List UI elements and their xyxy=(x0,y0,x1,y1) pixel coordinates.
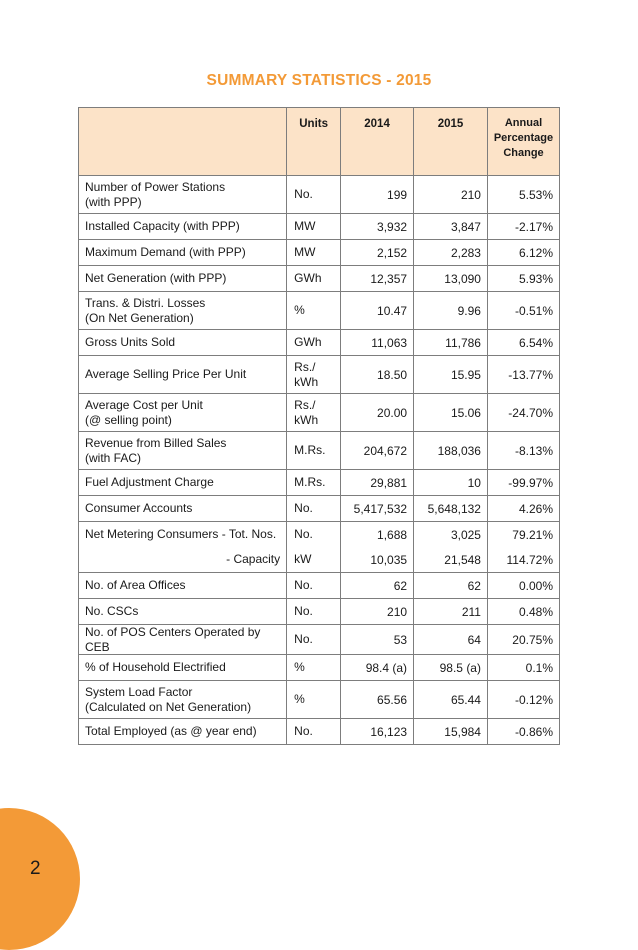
table-row xyxy=(79,625,560,655)
parameter-cell-line: Installed Capacity (with PPP) xyxy=(85,219,240,234)
header-annual-line: Change xyxy=(503,147,544,159)
value-2014-cell: 199 xyxy=(341,176,414,214)
parameter-cell-line: Net Metering Consumers - Tot. Nos. xyxy=(85,527,277,542)
value-2015-cell: 15.06 xyxy=(414,394,488,432)
unit-cell xyxy=(287,214,341,240)
parameter-cell xyxy=(79,356,287,394)
annual-change-cell: 114.72% xyxy=(487,547,559,573)
unit-cell xyxy=(287,655,341,681)
table-row xyxy=(79,176,560,214)
unit-cell xyxy=(287,547,341,573)
parameter-cell xyxy=(79,599,287,625)
annual-change-cell: -8.13% xyxy=(487,432,559,470)
value-2015-cell: 188,036 xyxy=(414,432,488,470)
unit-cell xyxy=(287,240,341,266)
annual-change-cell: 5.93% xyxy=(487,266,559,292)
annual-change-cell: 0.1% xyxy=(487,655,559,681)
table-row xyxy=(79,655,560,681)
value-2014-cell: 10.47 xyxy=(341,292,414,330)
value-2015-cell: 21,548 xyxy=(414,547,488,573)
table-row xyxy=(79,719,560,745)
unit-cell-line: % xyxy=(294,692,305,706)
value-2014-cell: 16,123 xyxy=(341,719,414,745)
parameter-cell xyxy=(79,266,287,292)
value-2014-cell: 1,688 xyxy=(341,522,414,548)
header-annual-line: Percentage xyxy=(493,132,554,144)
value-2014-cell: 98.4 (a) xyxy=(341,655,414,681)
value-2014-cell: 204,672 xyxy=(341,432,414,470)
value-2015-cell: 13,090 xyxy=(414,266,488,292)
unit-cell xyxy=(287,292,341,330)
unit-cell-line: % xyxy=(294,660,305,674)
parameter-cell-line: Trans. & Distri. Losses xyxy=(85,296,206,310)
value-2015-cell: 211 xyxy=(414,599,488,625)
value-2015-cell: 9.96 xyxy=(414,292,488,330)
parameter-cell-line: (On Net Generation) xyxy=(85,310,194,325)
page-number: 2 xyxy=(30,858,41,879)
unit-cell-line: kWh xyxy=(294,412,319,427)
parameter-cell xyxy=(79,432,287,470)
unit-cell xyxy=(287,356,341,394)
annual-change-cell: -2.17% xyxy=(487,214,559,240)
unit-cell xyxy=(287,522,341,548)
unit-cell xyxy=(287,719,341,745)
annual-change-cell: 0.00% xyxy=(487,573,559,599)
parameter-cell xyxy=(79,681,287,719)
annual-change-cell: -0.86% xyxy=(487,719,559,745)
unit-cell-line: Rs./ xyxy=(294,397,316,412)
header-2015: 2015 xyxy=(414,108,488,176)
value-2014-cell: 2,152 xyxy=(341,240,414,266)
value-2014-cell: 65.56 xyxy=(341,681,414,719)
annual-change-cell: -0.51% xyxy=(487,292,559,330)
unit-cell xyxy=(287,266,341,292)
parameter-cell-line: Maximum Demand (with PPP) xyxy=(85,245,246,260)
parameter-cell-line: - Capacity xyxy=(226,552,281,567)
parameter-cell xyxy=(79,240,287,266)
annual-change-cell: 20.75% xyxy=(487,625,559,655)
page-title: SUMMARY STATISTICS - 2015 xyxy=(206,72,432,89)
table-row xyxy=(79,214,560,240)
value-2015-cell: 10 xyxy=(414,470,488,496)
unit-cell xyxy=(287,496,341,522)
table-row xyxy=(79,496,560,522)
parameter-cell-line: % of Household Electrified xyxy=(85,660,226,675)
value-2015-cell: 5,648,132 xyxy=(414,496,488,522)
unit-cell-line: kWh xyxy=(294,374,319,389)
header-annual-line: Annual xyxy=(504,117,543,129)
unit-cell-line: No. xyxy=(294,724,313,738)
value-2015-cell: 65.44 xyxy=(414,681,488,719)
parameter-cell-line: (with FAC) xyxy=(85,450,142,465)
annual-change-cell: 5.53% xyxy=(487,176,559,214)
parameter-cell xyxy=(79,522,287,548)
parameter-cell xyxy=(79,292,287,330)
value-2015-cell: 15,984 xyxy=(414,719,488,745)
table-row xyxy=(79,240,560,266)
annual-change-cell: -0.12% xyxy=(487,681,559,719)
parameter-cell xyxy=(79,394,287,432)
table-row xyxy=(79,547,560,573)
table-row xyxy=(79,292,560,330)
unit-cell xyxy=(287,394,341,432)
table-row xyxy=(79,356,560,394)
unit-cell-line: No. xyxy=(294,501,313,515)
header-units: Units xyxy=(287,108,341,176)
table-row xyxy=(79,394,560,432)
parameter-cell-line: Total Employed (as @ year end) xyxy=(85,724,257,739)
value-2014-cell: 210 xyxy=(341,599,414,625)
parameter-cell-line: No. of Area Offices xyxy=(85,578,186,593)
unit-cell-line: kW xyxy=(294,552,312,566)
parameter-cell-line: Gross Units Sold xyxy=(85,335,176,350)
summary-statistics-table xyxy=(78,107,560,745)
annual-change-cell: -24.70% xyxy=(487,394,559,432)
parameter-cell xyxy=(79,330,287,356)
value-2014-cell: 3,932 xyxy=(341,214,414,240)
value-2014-cell: 10,035 xyxy=(341,547,414,573)
unit-cell-line: % xyxy=(294,303,305,317)
unit-cell xyxy=(287,176,341,214)
parameter-cell xyxy=(79,496,287,522)
table-row xyxy=(79,522,560,548)
value-2015-cell: 3,847 xyxy=(414,214,488,240)
unit-cell-line: Rs./ xyxy=(294,359,316,374)
parameter-cell-line: (Calculated on Net Generation) xyxy=(85,699,252,714)
parameter-cell-line: Revenue from Billed Sales xyxy=(85,436,227,450)
unit-cell xyxy=(287,573,341,599)
unit-cell-line: No. xyxy=(294,527,313,541)
annual-change-cell: 0.48% xyxy=(487,599,559,625)
table-row xyxy=(79,470,560,496)
parameter-cell-line: Average Selling Price Per Unit xyxy=(85,367,247,382)
header-2014: 2014 xyxy=(341,108,414,176)
value-2014-cell: 62 xyxy=(341,573,414,599)
parameter-cell-line: Average Cost per Unit xyxy=(85,398,203,412)
unit-cell xyxy=(287,681,341,719)
value-2015-cell: 64 xyxy=(414,625,488,655)
unit-cell-line: No. xyxy=(294,578,313,592)
value-2014-cell: 20.00 xyxy=(341,394,414,432)
parameter-cell xyxy=(79,547,287,573)
annual-change-cell: 6.12% xyxy=(487,240,559,266)
table-header xyxy=(79,108,560,176)
annual-change-cell: -99.97% xyxy=(487,470,559,496)
value-2015-cell: 2,283 xyxy=(414,240,488,266)
unit-cell-line: GWh xyxy=(294,335,322,349)
parameter-cell xyxy=(79,176,287,214)
unit-cell-line: M.Rs. xyxy=(294,475,326,489)
table-row xyxy=(79,681,560,719)
unit-cell xyxy=(287,625,341,655)
parameter-cell xyxy=(79,719,287,745)
annual-change-cell: 6.54% xyxy=(487,330,559,356)
table-row xyxy=(79,266,560,292)
unit-cell-line: No. xyxy=(294,632,313,646)
value-2014-cell: 5,417,532 xyxy=(341,496,414,522)
annual-change-cell: -13.77% xyxy=(487,356,559,394)
table-row xyxy=(79,432,560,470)
parameter-cell-line: Net Generation (with PPP) xyxy=(85,271,227,286)
unit-cell-line: MW xyxy=(294,219,316,233)
parameter-cell xyxy=(79,573,287,599)
value-2015-cell: 98.5 (a) xyxy=(414,655,488,681)
value-2014-cell: 18.50 xyxy=(341,356,414,394)
annual-change-cell: 4.26% xyxy=(487,496,559,522)
value-2015-cell: 62 xyxy=(414,573,488,599)
parameter-cell xyxy=(79,625,287,655)
header-annual-percentage-change xyxy=(487,108,559,176)
unit-cell-line: M.Rs. xyxy=(294,443,326,457)
parameter-cell-line: Number of Power Stations xyxy=(85,180,226,194)
table-row xyxy=(79,573,560,599)
parameter-cell-line: Consumer Accounts xyxy=(85,501,193,516)
value-2014-cell: 53 xyxy=(341,625,414,655)
unit-cell-line: GWh xyxy=(294,271,322,285)
value-2015-cell: 3,025 xyxy=(414,522,488,548)
value-2015-cell: 15.95 xyxy=(414,356,488,394)
header-parameter-cell xyxy=(79,108,287,176)
value-2015-cell: 210 xyxy=(414,176,488,214)
table-row xyxy=(79,330,560,356)
value-2014-cell: 11,063 xyxy=(341,330,414,356)
unit-cell-line: No. xyxy=(294,604,313,618)
unit-cell xyxy=(287,470,341,496)
unit-cell-line: MW xyxy=(294,245,316,259)
parameter-cell-line: No. CSCs xyxy=(85,604,139,619)
unit-cell xyxy=(287,599,341,625)
table-row xyxy=(79,599,560,625)
value-2014-cell: 12,357 xyxy=(341,266,414,292)
parameter-cell xyxy=(79,214,287,240)
annual-change-cell: 79.21% xyxy=(487,522,559,548)
parameter-cell-line: (@ selling point) xyxy=(85,412,172,427)
parameter-cell xyxy=(79,655,287,681)
value-2015-cell: 11,786 xyxy=(414,330,488,356)
parameter-cell-line: No. of POS Centers Operated by CEB xyxy=(85,625,261,654)
parameter-cell-line: Fuel Adjustment Charge xyxy=(85,475,214,490)
unit-cell xyxy=(287,432,341,470)
unit-cell-line: No. xyxy=(294,187,313,201)
table-body xyxy=(79,176,560,745)
unit-cell xyxy=(287,330,341,356)
parameter-cell xyxy=(79,470,287,496)
parameter-cell-line: System Load Factor xyxy=(85,685,193,699)
parameter-cell-line: (with PPP) xyxy=(85,194,142,209)
value-2014-cell: 29,881 xyxy=(341,470,414,496)
